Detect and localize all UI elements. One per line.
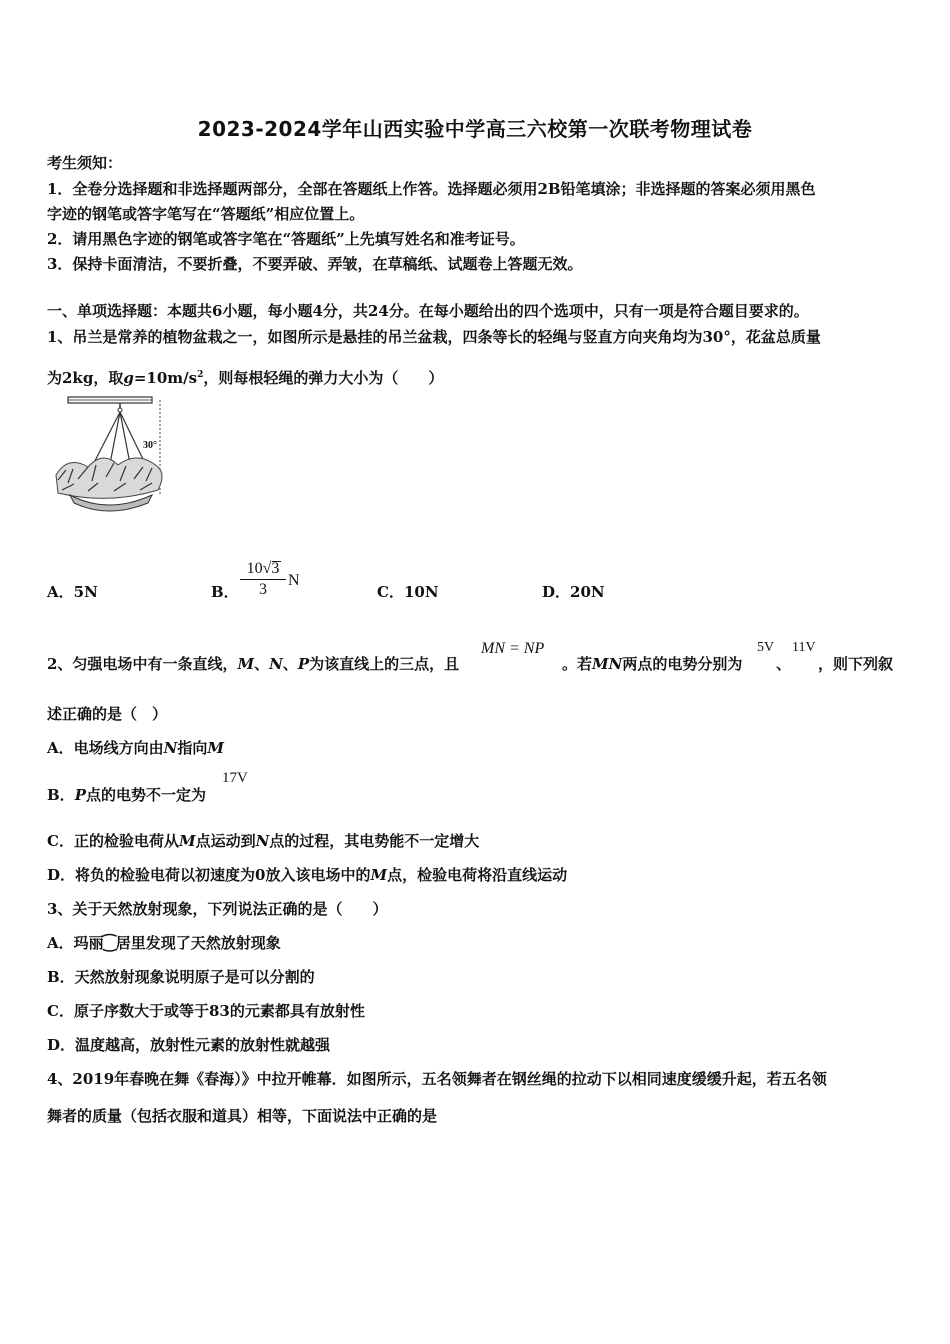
q3-option-d: D．温度越高，放射性元素的放射性就越强 — [47, 1036, 331, 1054]
q2-line-1a: 2、匀强电场中有一条直线，M、N、P为该直线上的三点，且 — [47, 655, 460, 673]
q3-option-b: B．天然放射现象说明原子是可以分割的 — [47, 968, 315, 986]
q2-separator: 、 — [776, 655, 792, 673]
notice-heading: 考生须知： — [47, 154, 123, 172]
q1-line-1: 1、吊兰是常养的植物盆栽之一，如图所示是悬挂的吊兰盆栽，四条等长的轻绳与竖直方向夹角均为30°，花盆总质量 — [47, 328, 821, 346]
q1-option-c: C．10N — [377, 583, 439, 601]
q2-potential-1: 5V — [757, 640, 775, 655]
figure-angle-label: 30° — [143, 440, 157, 451]
q4-line-1: 4、2019年春晚在舞《春海）》中拉开帷幕．如图所示，五名领舞者在钢丝绳的拉动下以相同速度缓缓升起，若五名领 — [47, 1070, 827, 1088]
q4-line-2: 舞者的质量（包括衣服和道具）相等，下面说法中正确的是 — [47, 1107, 438, 1125]
notice-line-2: 2．请用黑色字迹的钢笔或答字笔在“答题纸”上先填写姓名和准考证号。 — [47, 230, 525, 248]
section-heading: 一、单项选择题：本题共6小题，每小题4分，共24分。在每小题给出的四个选项中，只有一项是符合题目要求的。 — [47, 302, 809, 320]
q2-option-d: D．将负的检验电荷以初速度为0放入该电场中的M点，检验电荷将沿直线运动 — [47, 866, 568, 884]
q3-option-a: A．玛丽⁐居里发现了天然放射现象 — [47, 934, 281, 952]
q2-option-b: B．P点的电势不一定为 — [47, 786, 206, 804]
q2-option-a: A．电场线方向由N指向M — [47, 739, 224, 757]
notice-line-1b: 字迹的钢笔或答字笔写在“答题纸”相应位置上。 — [47, 205, 365, 223]
notice-line-3: 3．保持卡面清洁，不要折叠，不要弄破、弄皱，在草稿纸、试题卷上答题无效。 — [47, 255, 583, 273]
q3-option-c: C．原子序数大于或等于83的元素都具有放射性 — [47, 1002, 365, 1020]
hanging-plant-figure — [48, 395, 166, 517]
q3-stem: 3、关于天然放射现象，下列说法正确的是（ ） — [47, 900, 388, 918]
q2-line-1c: 。若MN两点的电势分别为 — [562, 655, 743, 673]
q2-line-1e: ，则下列叙 — [818, 655, 894, 673]
q1-option-b-unit: N — [288, 572, 300, 589]
q1-option-d: D．20N — [542, 583, 605, 601]
q2-option-b-value: 17V — [222, 770, 248, 786]
page-title: 2023-2024学年山西实验中学高三六校第一次联考物理试卷 — [197, 117, 753, 141]
q2-line-2: 述正确的是（ ） — [47, 705, 168, 723]
q1-option-a: A．5N — [47, 583, 98, 601]
q1-option-b-fraction: 10√ 3 3 — [240, 560, 286, 599]
q1-line-2: 为2kg，取$g=10m/s^2$，则每根轻绳的弹力大小为（ ） — [47, 369, 444, 387]
notice-line-1a: 1．全卷分选择题和非选择题两部分，全部在答题纸上作答。选择题必须用2B铅笔填涂；非选择题的答案必须用黑色 — [47, 180, 816, 198]
q1-option-b-letter: B． — [211, 583, 239, 601]
q2-potential-2: 11V — [792, 640, 816, 655]
q2-equation: MN = NP — [481, 640, 545, 657]
q2-option-c: C．正的检验电荷从M点运动到N点的过程，其电势能不一定增大 — [47, 832, 480, 850]
